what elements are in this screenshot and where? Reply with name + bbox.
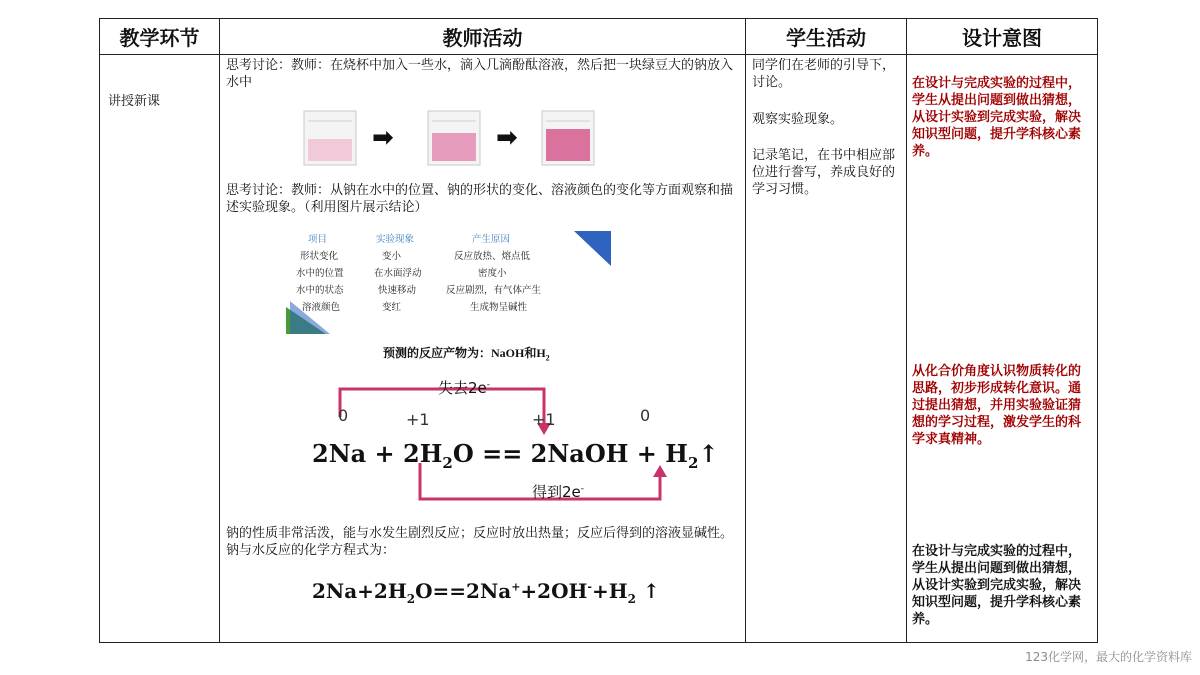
obs-cell: 变小 [382,251,402,262]
eq1-sub: 2 [687,453,699,472]
intent-para-3: 在设计与完成实验的过程中，学生从提出问题到做出猜想，从设计实验到完成实验，解决知识型问题，提升学科核心素养。 [912,544,1082,627]
eq1-part: 2Na + 2H [312,439,443,468]
lose-text: 失去2e [438,379,487,397]
teacher-para-2: 思考讨论：教师：从钠在水中的位置、钠的形状的变化、溶液颜色的变化等方面观察和描述实验现象。（利用图片展示结论） [226,183,734,215]
header-intent: 设计意图 [962,25,1042,50]
eq1-arrow: ↑ [698,439,719,468]
eq2-arrow: ↑ [636,579,660,603]
header-teacher: 教师活动 [442,25,523,50]
ox-state-h2: 0 [640,406,651,425]
ox-state-h: +1 [406,410,430,429]
obs-header: 实验现象 [376,234,415,245]
eq2-part: 2Na+2H [312,579,407,603]
eq2-sub: 2 [406,592,416,606]
equation-ionic [312,579,660,606]
header-divider [100,54,1097,55]
electron-sup: - [486,380,491,390]
beaker-image [424,107,484,169]
prediction-subscript: 2 [545,353,550,363]
obs-cell: 水中的状态 [296,285,344,296]
obs-cell: 溶液颜色 [302,302,341,313]
teacher-para-1: 思考讨论：教师：在烧杯中加入一些水，滴入几滴酚酞溶液，然后把一块绿豆大的钠放入水中 [226,58,734,90]
eq1-part: O == 2NaOH + H [452,439,688,468]
intent-para-1: 在设计与完成实验的过程中，学生从提出问题到做出猜想，从设计实验到完成实验，解决知识型问题，提升学科核心素养。 [912,76,1082,159]
eq1-sub: 2 [442,453,453,472]
electron-sup: - [580,484,585,494]
eq2-part: +2OH [520,579,588,603]
student-para-2: 观察实验现象。 [752,112,844,127]
obs-cell: 反应剧烈，有气体产生 [446,285,542,296]
obs-cell: 形状变化 [300,251,339,262]
obs-cell: 反应放热、熔点低 [454,251,531,262]
beaker-image [538,107,598,169]
prediction-text [383,345,550,366]
lose-electron-label [438,377,490,397]
obs-header: 项目 [308,234,328,245]
ox-state-na: 0 [338,406,349,425]
obs-cell: 水中的位置 [296,268,344,279]
header-student: 学生活动 [786,25,866,50]
eq2-sup: + [511,580,521,594]
obs-cell: 快速移动 [378,285,417,296]
stage-cell: 讲授新课 [108,94,161,109]
eq2-part: O==2Na [415,579,512,603]
teacher-para-3: 钠的性质非常活泼，能与水发生剧烈反应；反应时放出热量；反应后得到的溶液显碱性。钠与水反应的化学方程式为： [226,526,734,558]
watermark: 123化学网，最大的化学资料库 [1025,650,1192,664]
obs-cell: 密度小 [478,268,507,279]
eq2-part: +H [591,579,628,603]
obs-cell: 在水面浮动 [374,268,422,279]
student-para-3: 记录笔记，在书中相应部位进行誊写，养成良好的学习习惯。 [752,148,896,197]
student-para-1: 同学们在老师的引导下，讨论。 [752,58,896,90]
gain-electron-label [532,481,584,501]
col-divider [906,19,907,642]
obs-cell: 变红 [382,302,402,313]
header-stage: 教学环节 [119,25,200,50]
gain-text: 得到2e [532,483,581,501]
observation-table [296,231,600,321]
eq2-sup: - [587,580,592,594]
lesson-table [99,18,1098,643]
prediction-label: 预测的反应产物为：NaOH和H [383,346,546,360]
arrow-right-icon: ➡ [496,123,518,153]
intent-para-2: 从化合价角度认识物质转化的思路，初步形成转化意识。通过提出猜想，并用实验验证猜想的学习过程，激发学生的科学求真精神。 [912,364,1082,447]
ox-state-na-product: +1 [532,410,556,429]
arrow-right-icon: ➡ [372,123,394,153]
equation-main [312,439,718,472]
obs-header: 产生原因 [472,234,511,245]
eq2-sub: 2 [627,592,636,606]
col-divider [219,19,220,642]
col-divider [745,19,746,642]
obs-cell: 生成物呈碱性 [470,302,528,313]
beaker-image [300,107,360,169]
